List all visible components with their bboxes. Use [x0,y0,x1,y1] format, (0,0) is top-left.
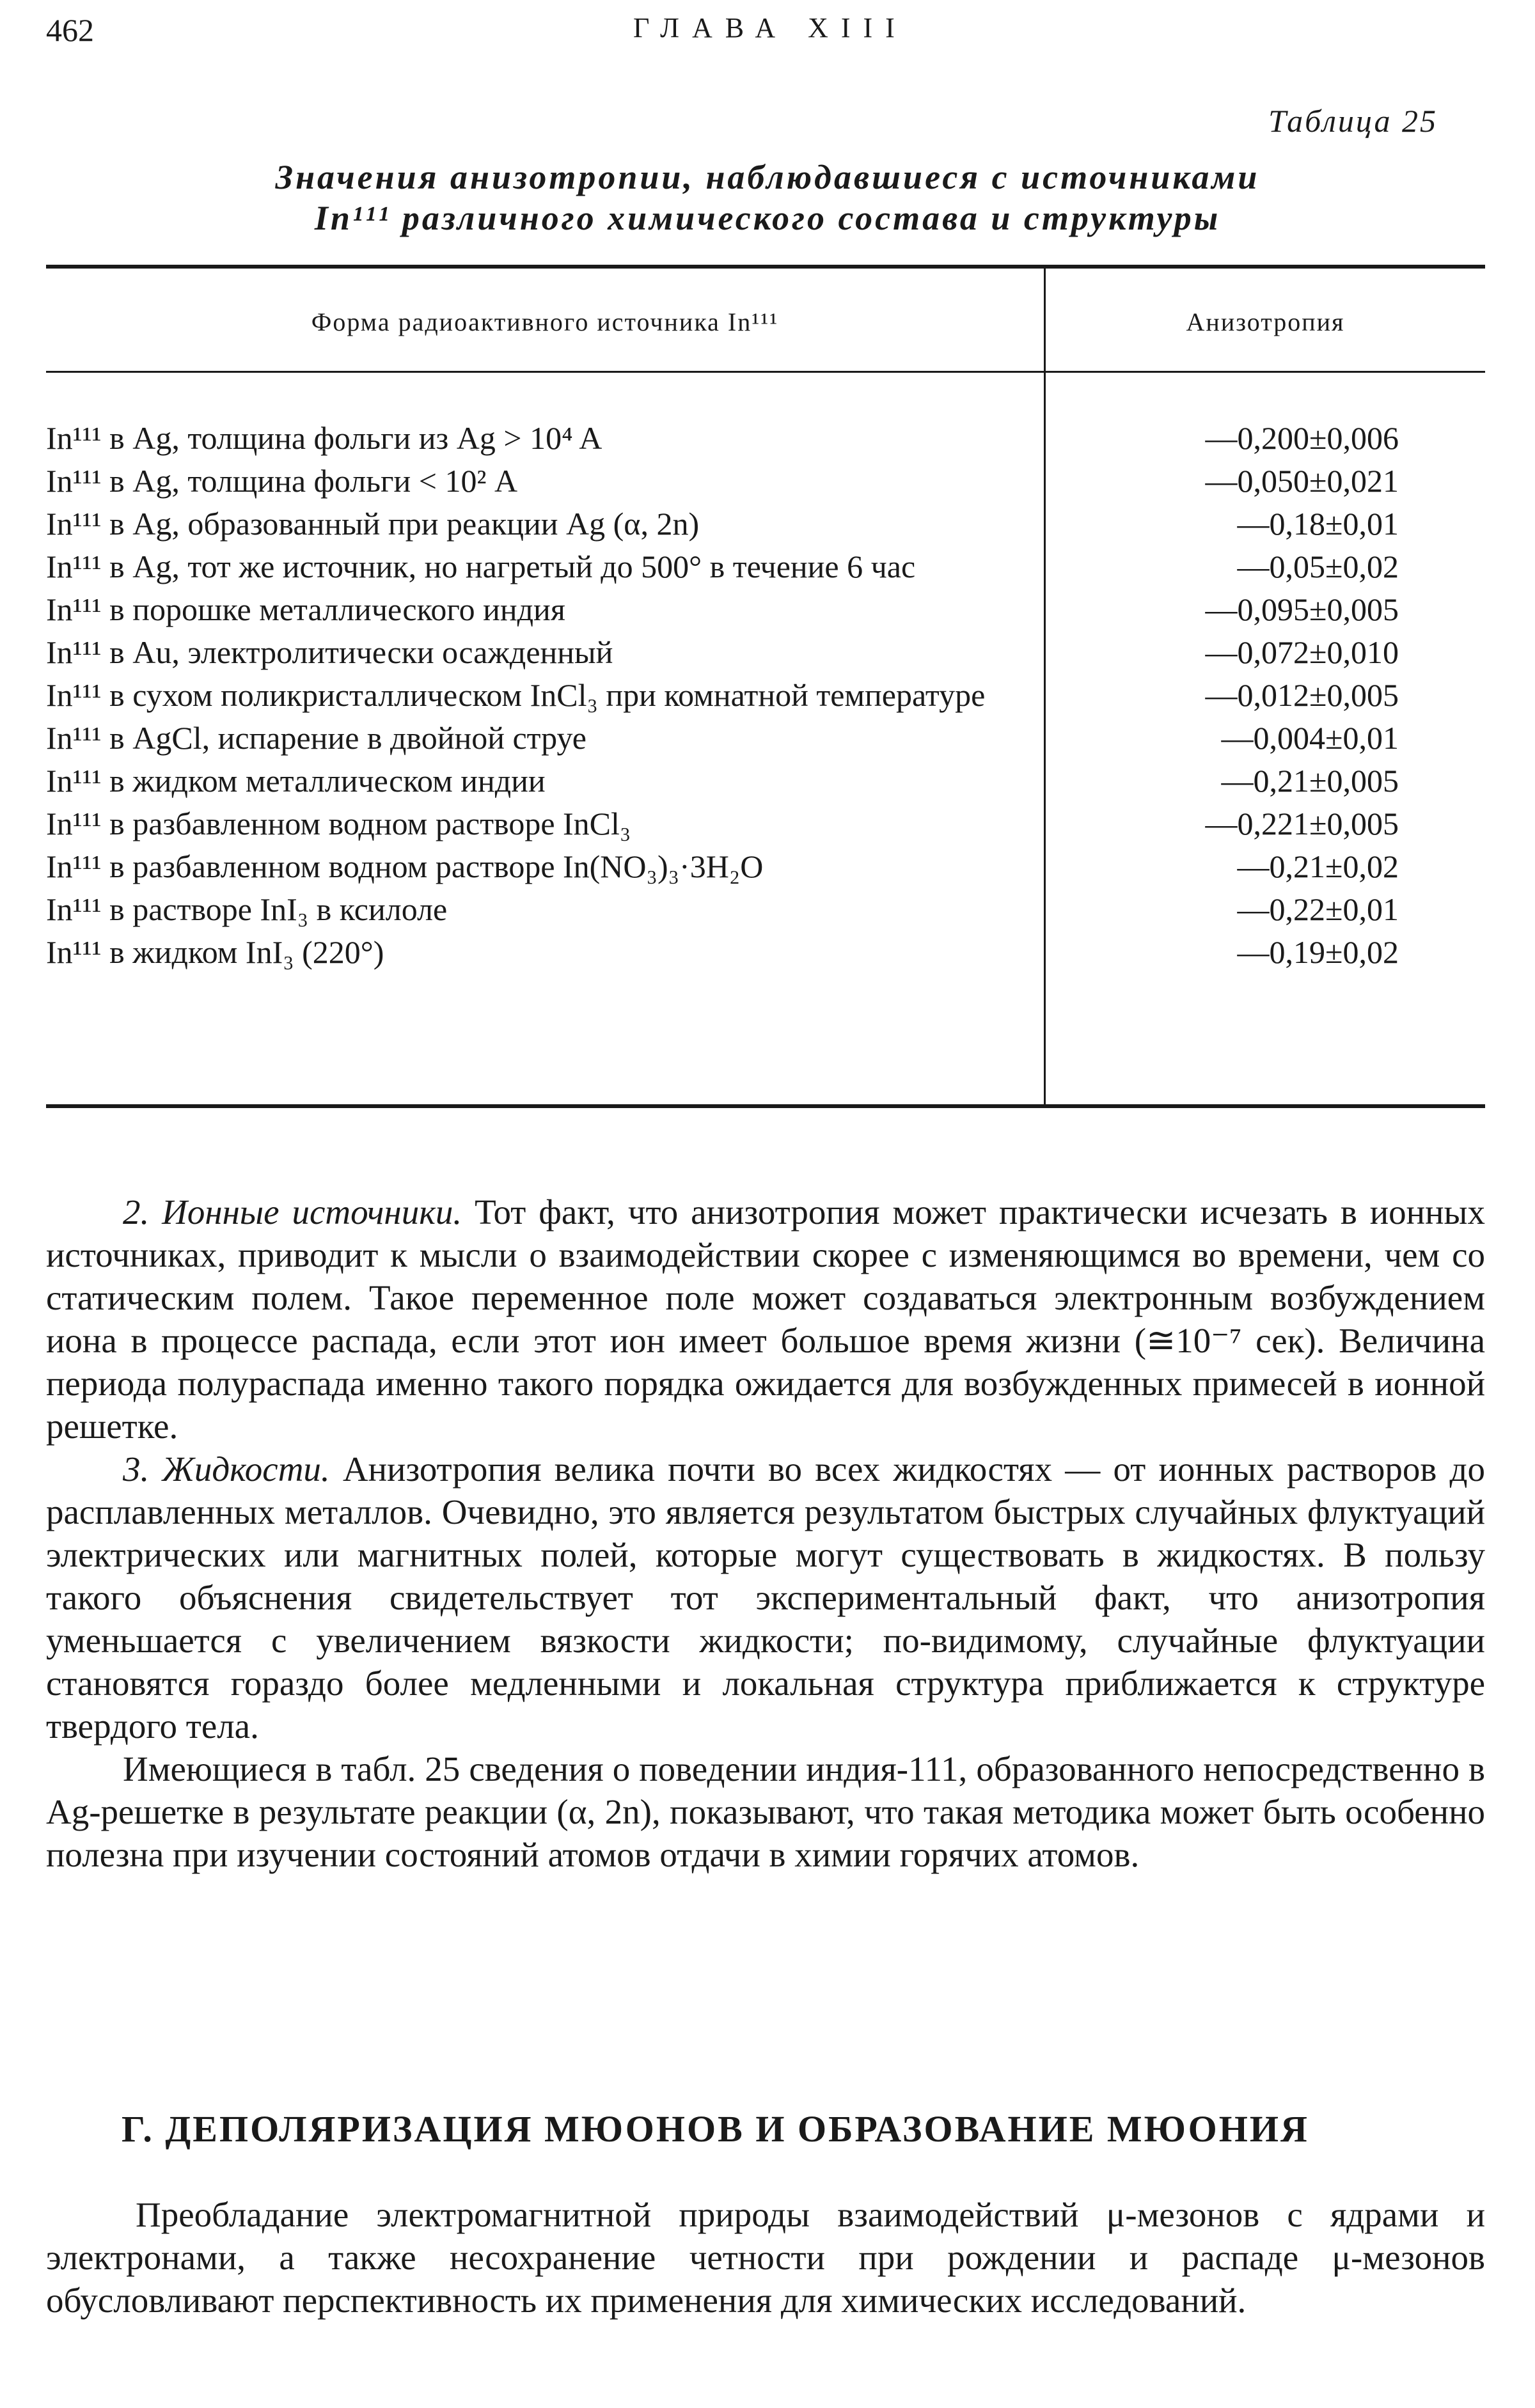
anisotropy-value: —0,050±0,021 [1205,463,1399,499]
anisotropy-cell [1044,760,1485,802]
anisotropy-value: —0,012±0,005 [1205,677,1399,713]
paragraph-lead: 3. Жидкости. [123,1450,330,1489]
anisotropy-cell [1044,460,1485,503]
anisotropy-cell [1044,503,1485,545]
source-form-cell: In¹¹¹ в жидком металлическом индии [46,763,546,799]
running-head: ГЛАВА XIII [633,12,908,43]
anisotropy-value: —0,095±0,005 [1205,591,1399,627]
source-form-cell: In¹¹¹ в Au, электролитически осажденный [46,634,613,670]
source-form-cell: In¹¹¹ в разбавленном водном растворе InCl₃ [46,806,631,841]
table-row [46,545,1485,588]
source-form-cell: In¹¹¹ в разбавленном водном растворе In(NO₃)₃·3H₂O [46,848,764,884]
anisotropy-cell [1044,845,1485,888]
table-row [46,802,1485,845]
anisotropy-value: —0,21±0,02 [1237,848,1399,884]
paragraph-text: Тот факт, что анизотропия может практически исчезать в ионных источниках, приводит к мысли о взаимодействии скорее с изменяющимся во времени, чем со статическим полем. Такое переменное поле может создаваться электронным возбуждением иона в процессе распада, если этот ион имеет большое время жизни (≅10⁻⁷ сек). Величина периода полураспада именно такого порядка ожидается для возбужденных примесей в ионной решетке. [46,1192,1485,1446]
anisotropy-value: —0,072±0,010 [1205,634,1399,670]
anisotropy-value: —0,004±0,01 [1221,720,1399,756]
anisotropy-value: —0,18±0,01 [1237,506,1399,542]
table-row [46,717,1485,760]
anisotropy-value: —0,05±0,02 [1237,549,1399,584]
anisotropy-value: —0,21±0,005 [1221,763,1399,799]
table-row [46,931,1485,974]
table-header-anisotropy: Анизотропия [1186,308,1345,336]
table-row [46,888,1485,931]
source-form-cell: In¹¹¹ в Ag, толщина фольги из Ag > 10⁴ A [46,420,602,456]
anisotropy-cell [1044,588,1485,631]
table-row [46,460,1485,503]
source-form-cell: In¹¹¹ в сухом поликристаллическом InCl₃ при комнатной температуре [46,677,986,713]
anisotropy-cell [1044,674,1485,717]
table-caption [64,157,1471,238]
table-caption-line-2: In¹¹¹ различного химического состава и структуры [314,199,1221,237]
paragraph-ionic-sources [46,1191,1485,1448]
anisotropy-value: —0,200±0,006 [1205,420,1399,456]
table-row [46,503,1485,545]
paragraph-lead: 2. Ионные источники. [123,1192,462,1231]
source-form-cell: In¹¹¹ в жидком InI₃ (220°) [46,934,384,970]
paragraph-text: Анизотропия велика почти во всех жидкостях — от ионных растворов до расплавленных металлов. Очевидно, это является результатом быстрых случайных флуктуаций электрических или магнитных полей, которые могут существовать в жидкостях. В пользу такого объяснения свидетельствует тот экспериментальный факт, что анизотропия уменьшается с увеличением вязкости жидкости; по-видимому, случайные флуктуации становятся гораздо более медленными и локальная структура приближается к структуре твердого тела. [46,1450,1486,1746]
source-form-cell: In¹¹¹ в порошке металлического индия [46,591,565,627]
paragraph-muons: Преобладание электромагнитной природы взаимодействий μ-мезонов с ядрами и электронами, а также несохранение четности при рождении и распаде μ-мезонов обусловливают перспективность их применения для химических исследований. [46,2195,1485,2320]
table-row [46,760,1485,802]
table-row [46,631,1485,674]
body-text [46,1191,1485,1876]
table-caption-line-1: Значения анизотропии, наблюдавшиеся с источниками [275,158,1260,196]
table-row [46,417,1485,460]
anisotropy-cell [1044,888,1485,931]
page-number: 462 [46,12,94,48]
paragraph-table-summary: Имеющиеся в табл. 25 сведения о поведении индия-111, образованного непосредственно в Ag-решетке в результате реакции (α, 2n), показывают, что такая методика может быть особенно полезна при изучении состояний атомов отдачи в химии горячих атомов. [46,1749,1485,1874]
section-heading: Г. ДЕПОЛЯРИЗАЦИЯ МЮОНОВ И ОБРАЗОВАНИЕ МЮОНИЯ [122,2108,1309,2150]
table-bottom-rule [46,1104,1485,1108]
anisotropy-cell [1044,417,1485,460]
table-body [46,417,1485,974]
anisotropy-value: —0,22±0,01 [1237,891,1399,927]
source-form-cell: In¹¹¹ в Ag, образованный при реакции Ag (α, 2n) [46,506,700,542]
paragraph-liquids [46,1448,1485,1747]
source-form-cell: In¹¹¹ в Ag, тот же источник, но нагретый до 500° в течение 6 час [46,549,916,584]
source-form-cell: In¹¹¹ в AgCl, испарение в двойной струе [46,720,586,756]
table-top-rule [46,265,1485,269]
anisotropy-cell [1044,717,1485,760]
table-header-rule [46,371,1485,373]
anisotropy-cell [1044,545,1485,588]
anisotropy-cell [1044,931,1485,974]
anisotropy-value: —0,221±0,005 [1205,806,1399,841]
table-row [46,674,1485,717]
anisotropy-value: —0,19±0,02 [1237,934,1399,970]
anisotropy-cell [1044,802,1485,845]
source-form-cell: In¹¹¹ в растворе InI₃ в ксилоле [46,891,448,927]
table-label: Таблица 25 [1268,103,1438,139]
table-row [46,845,1485,888]
source-form-cell: In¹¹¹ в Ag, толщина фольги < 10² A [46,463,518,499]
table-row [46,588,1485,631]
anisotropy-cell [1044,631,1485,674]
table-header-form: Форма радиоактивного источника In¹¹¹ [311,308,779,336]
